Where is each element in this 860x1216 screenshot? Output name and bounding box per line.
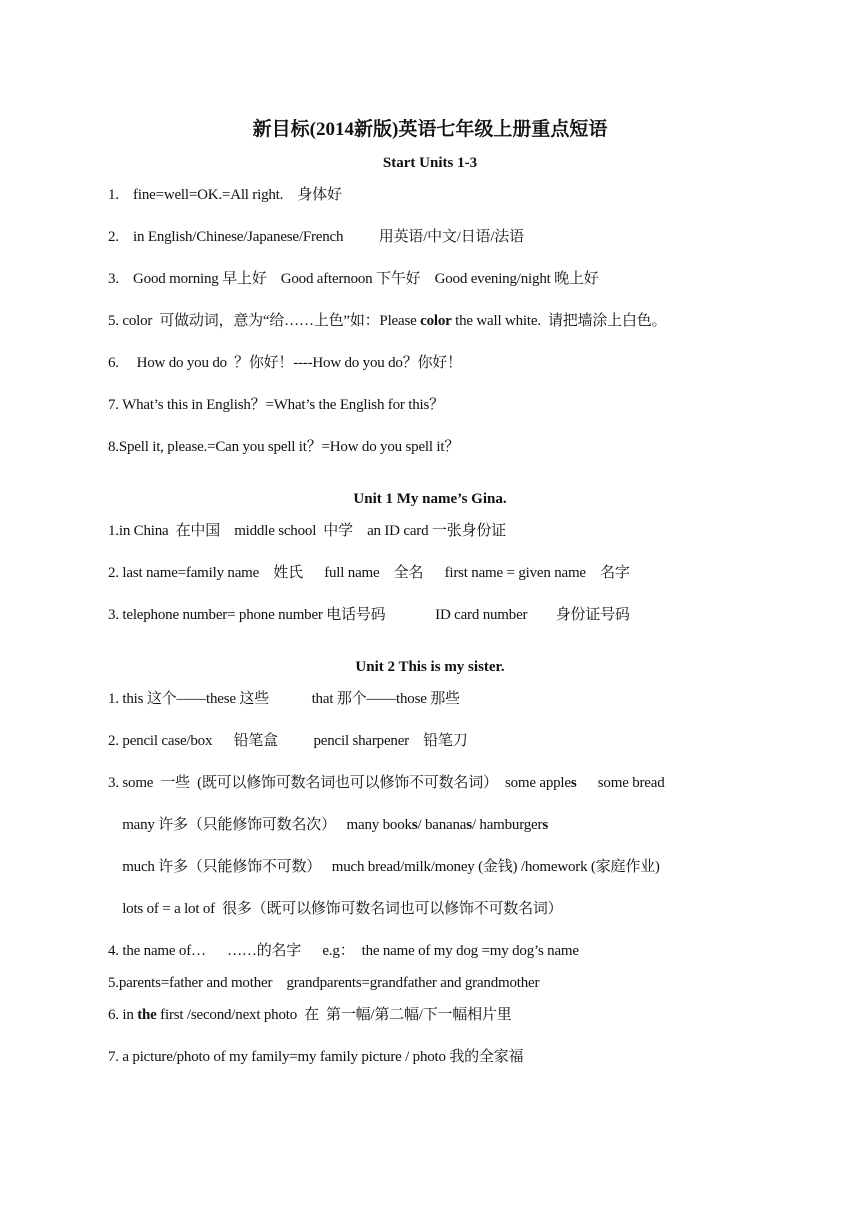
document-title: 新目标(2014新版)英语七年级上册重点短语 (252, 119, 608, 140)
phrase-line: 3. some 一些 (既可以修饰可数名词也可以修饰不可数名词） some apples some bread (108, 775, 665, 791)
phrase-line: 3. Good morning 早上好 Good afternoon 下午好 Good evening/night 晚上好 (108, 271, 599, 287)
phrase-line: 7. a picture/photo of my family=my family picture / photo 我的全家福 (108, 1049, 524, 1065)
phrase-line: 2. pencil case/box 铅笔盒 pencil sharpener 铅笔刀 (108, 733, 468, 749)
phrase-line: 1. this 这个——these 这些 that 那个——those 那些 (108, 691, 460, 707)
section-heading-unit-1: Unit 1 My name’s Gina. (353, 491, 507, 507)
section-heading-unit-2: Unit 2 This is my sister. (355, 659, 505, 675)
phrase-line: 5.parents=father and mother grandparents=grandfather and grandmother (108, 975, 540, 991)
phrase-line: many 许多（只能修饰可数名次） many books/ bananas/ hamburgers (108, 817, 548, 833)
phrase-line: 8.Spell it, please.=Can you spell it？=How do you spell it？ (108, 439, 460, 455)
phrase-line: 7. What’s this in English？=What’s the English for this？ (108, 397, 444, 413)
phrase-line: 1. fine=well=OK.=All right. 身体好 (108, 187, 342, 203)
phrase-line: 2. in English/Chinese/Japanese/French 用英语/中文/日语/法语 (108, 229, 524, 245)
phrase-line: 6. in the first /second/next photo 在 第一幅/第二幅/下一幅相片里 (108, 1007, 512, 1023)
phrase-line: 5. color 可做动词，意为“给……上色”如：Please color the wall white. 请把墙涂上白色。 (108, 313, 667, 329)
phrase-line: lots of = a lot of 很多（既可以修饰可数名词也可以修饰不可数名词） (108, 901, 563, 917)
phrase-line: 6. How do you do ？你好！----How do you do？你好！ (108, 355, 462, 371)
phrase-line: much 许多（只能修饰不可数） much bread/milk/money (金钱) /homework (家庭作业) (108, 859, 660, 875)
phrase-line: 3. telephone number= phone number 电话号码 ID card number 身份证号码 (108, 607, 630, 623)
section-heading-start-units: Start Units 1-3 (382, 155, 478, 171)
phrase-line: 1.in China 在中国 middle school 中学 an ID card 一张身份证 (108, 523, 506, 539)
phrase-line: 2. last name=family name 姓氏 full name 全名 first name = given name 名字 (108, 565, 630, 581)
phrase-line: 4. the name of… ……的名字 e.g： the name of my dog =my dog’s name (108, 943, 579, 959)
